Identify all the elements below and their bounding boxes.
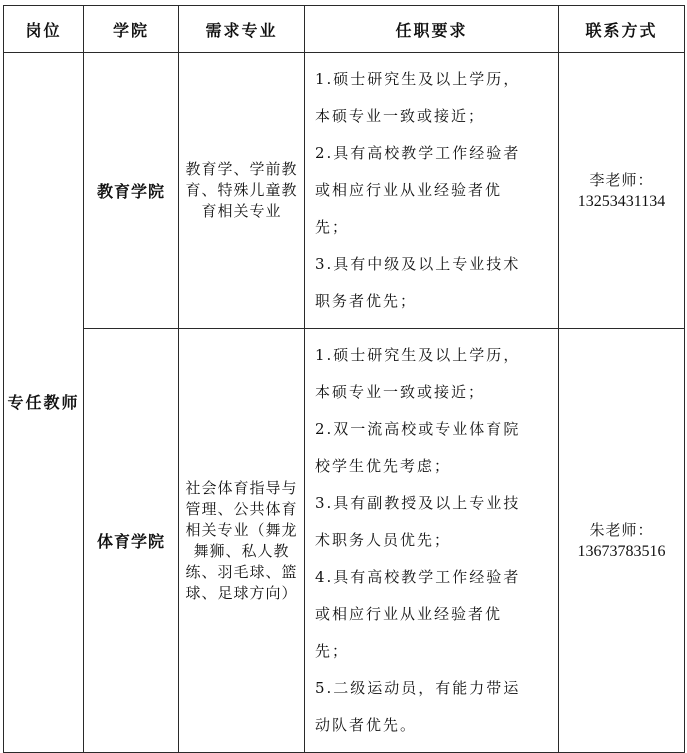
contact-phone: 13253431134 [577,192,666,210]
contact-name: 朱老师： [589,520,654,539]
contact-cell-education [559,53,685,329]
requirements-cell-sports [305,329,559,753]
header-cell-requirements: 任职要求 [305,6,559,53]
college-cell-sports: 体育学院 [84,329,179,753]
table-row-sports [4,329,685,753]
header-row [4,6,685,53]
requirement-line: 校学生优先考虑； [315,457,452,475]
requirement-line: 4.具有高校教学工作经验者 [315,568,521,586]
requirements-cell-education [305,53,559,329]
requirement-line: 5.二级运动员，有能力带运 [315,679,521,697]
header-cell-major: 需求专业 [179,6,305,53]
requirement-line: 2.双一流高校或专业体育院 [315,420,521,438]
requirement-line: 2.具有高校教学工作经验者 [315,144,521,162]
requirement-line: 或相应行业从业经验者优 [315,181,503,199]
contact-phone: 13673783516 [577,542,666,560]
college-cell-education: 教育学院 [84,53,179,329]
major-cell-sports: 社会体育指导与管理、公共体育相关专业（舞龙舞狮、私人教练、羽毛球、篮球、足球方向） [179,329,305,753]
contact-cell-sports [559,329,685,753]
header-cell-contact: 联系方式 [559,6,685,53]
requirement-line: 3.具有中级及以上专业技术 [315,255,521,273]
requirement-line: 或相应行业从业经验者优 [315,605,503,623]
header-cell-college: 学院 [84,6,179,53]
requirement-line: 术职务人员优先； [315,531,452,549]
requirement-line: 本硕专业一致或接近； [315,107,486,125]
requirement-line: 职务者优先； [315,292,418,310]
requirement-line: 1.硕士研究生及以上学历， [315,346,521,364]
requirement-line: 本硕专业一致或接近； [315,383,486,401]
header-cell-post: 岗位 [4,6,84,53]
major-cell-education: 教育学、学前教育、特殊儿童教育相关专业 [179,53,305,329]
contact-name: 李老师： [589,170,654,189]
requirement-line: 1.硕士研究生及以上学历， [315,70,521,88]
requirement-line: 3.具有副教授及以上专业技 [315,494,521,512]
requirement-line: 动队者优先。 [315,716,418,734]
requirement-line: 先； [315,642,350,660]
requirement-line: 先； [315,218,350,236]
recruitment-table [3,5,685,753]
table-row-education [4,53,685,329]
post-cell: 专任教师 [4,53,84,753]
